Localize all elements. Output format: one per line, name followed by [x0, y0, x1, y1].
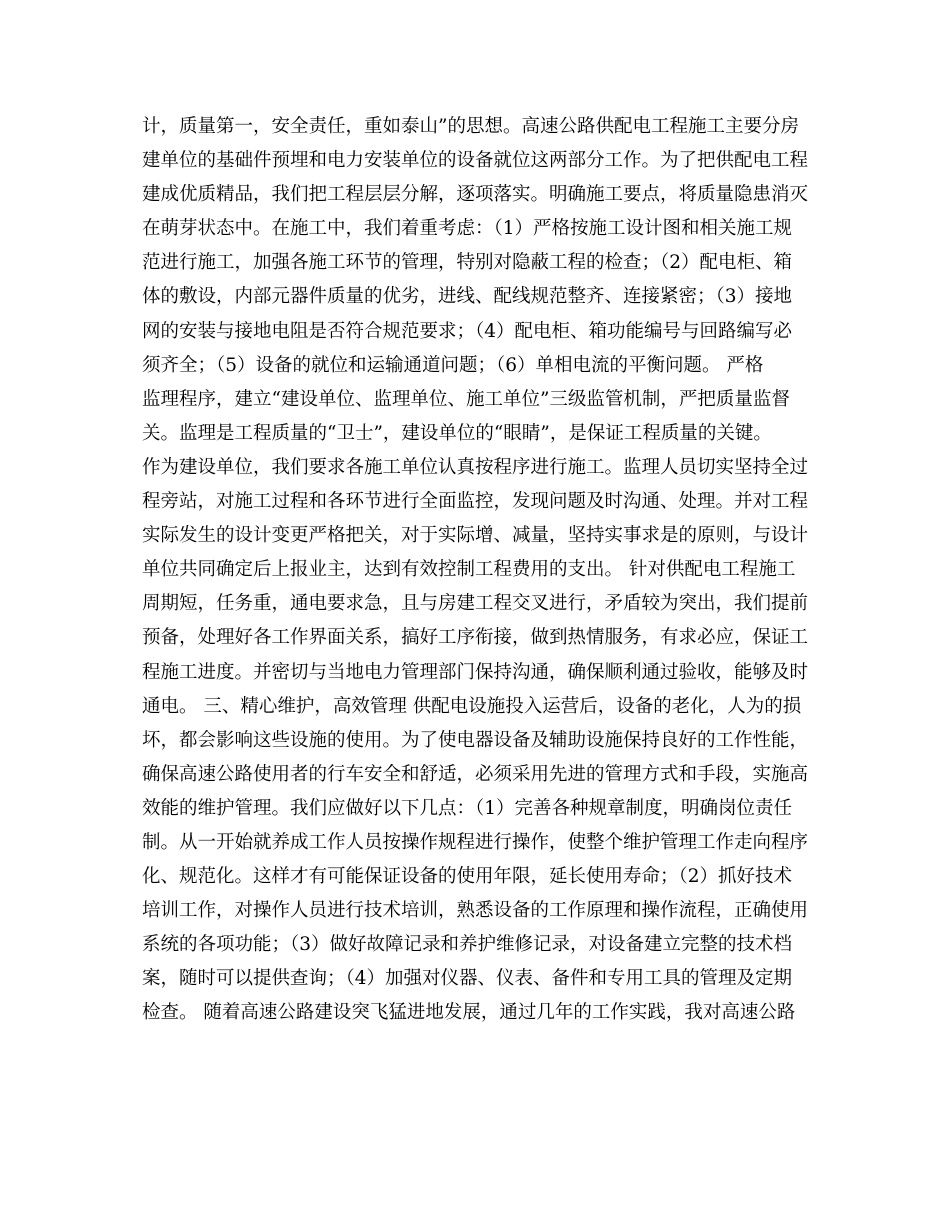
text-line: 预备，处理好各工作界面关系，搞好工序衔接，做到热情服务，有求必应，保证工: [142, 627, 809, 649]
text-line: 确保高速公路使用者的行车安全和舒适，必须采用先进的管理方式和手段，实施高: [142, 763, 809, 785]
text-line: 实际发生的设计变更严格把关，对于实际增、减量，坚持实事求是的原则，与设计: [142, 525, 809, 547]
text-line: 关。监理是工程质量的“卫士”，建设单位的“眼睛”，是保证工程质量的关键。: [142, 422, 772, 444]
text-line: 单位共同确定后上报业主，达到有效控制工程费用的支出。 针对供配电工程施工: [142, 559, 796, 581]
text-line: 监理程序，建立“建设单位、监理单位、施工单位”三级监管机制，严把质量监督: [142, 388, 790, 410]
text-line: 网的安装与接地电阻是否符合规范要求；（4）配电柜、箱功能编号与回路编写必: [142, 320, 793, 342]
text-line: 通电。 三、精心维护，高效管理 供配电设施投入运营后，设备的老化，人为的损: [142, 695, 802, 717]
text-line: 作为建设单位，我们要求各施工单位认真按程序进行施工。监理人员切实坚持全过: [142, 456, 809, 478]
text-line: 建成优质精品，我们把工程层层分解，逐项落实。明确施工要点，将质量隐患消灭: [142, 184, 809, 206]
text-line: 坏，都会影响这些设施的使用。为了使电器设备及辅助设施保持良好的工作性能，: [142, 729, 809, 751]
body-text: [142, 110, 822, 1031]
text-line: 系统的各项功能；（3）做好故障记录和养护维修记录，对设备建立完整的技术档: [142, 934, 793, 956]
text-line: 周期短，任务重，通电要求急，且与房建工程交叉进行，矛盾较为突出，我们提前: [142, 593, 809, 615]
text-line: 检查。 随着高速公路建设突飞猛进地发展，通过几年的工作实践，我对高速公路: [142, 1002, 796, 1024]
text-line: 须齐全；（5）设备的就位和运输通道问题；（6）单相电流的平衡问题。 严格: [142, 354, 764, 376]
text-line: 程施工进度。并密切与当地电力管理部门保持沟通，确保顺利通过验收，能够及时: [142, 661, 809, 683]
text-line: 建单位的基础件预埋和电力安装单位的设备就位这两部分工作。为了把供配电工程: [142, 150, 809, 172]
text-line: 制。从一开始就养成工作人员按操作规程进行操作，使整个维护管理工作走向程序: [142, 831, 809, 853]
text-line: 化、规范化。这样才有可能保证设备的使用年限，延长使用寿命；（2）抓好技术: [142, 866, 793, 888]
text-line: 效能的维护管理。我们应做好以下几点：（1）完善各种规章制度，明确岗位责任: [142, 797, 793, 819]
text-line: 在萌芽状态中。在施工中，我们着重考虑：（1）严格按施工设计图和相关施工规: [142, 218, 793, 240]
text-line: 程旁站，对施工过程和各环节进行全面监控，发现问题及时沟通、处理。并对工程: [142, 491, 809, 513]
text-line: 案，随时可以提供查询；（4）加强对仪器、仪表、备件和专用工具的管理及定期: [142, 968, 793, 990]
text-line: 计，质量第一，安全责任，重如泰山”的思想。高速公路供配电工程施工主要分房: [142, 116, 799, 137]
text-line: 培训工作，对操作人员进行技术培训，熟悉设备的工作原理和操作流程，正确使用: [142, 900, 809, 922]
text-line: 范进行施工，加强各施工环节的管理，特别对隐蔽工程的检查；（2）配电柜、箱: [142, 252, 793, 274]
text-line: 体的敷设，内部元器件质量的优劣，进线、配线规范整齐、连接紧密；（3）接地: [142, 286, 793, 308]
